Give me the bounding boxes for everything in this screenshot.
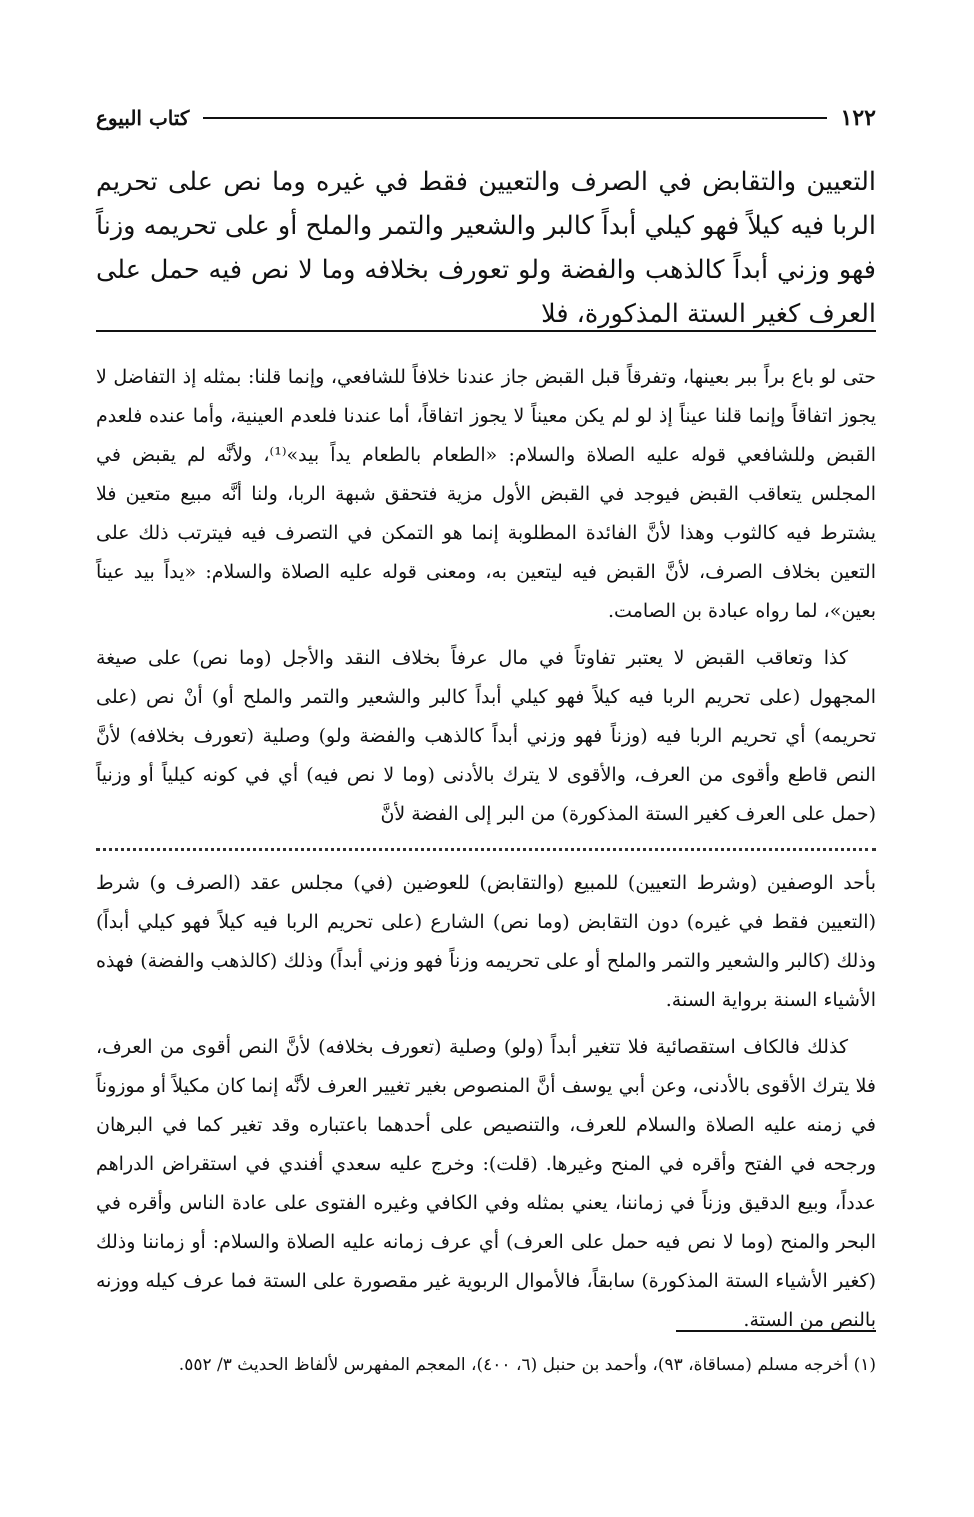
commentary-second (96, 864, 876, 1348)
header-rule (203, 117, 826, 119)
page-number: ١٢٢ (840, 105, 876, 131)
footnote-rule (676, 1330, 876, 1332)
book-title: كتاب البيوع (96, 106, 190, 130)
commentary-first (96, 358, 876, 842)
dotted-separator (96, 848, 876, 851)
page-header (96, 98, 876, 138)
commentary-paragraph: بأحد الوصفين (وشرط التعيين) للمبيع (والتقابض) للعوضين (في) مجلس عقد (الصرف و) شرط (التعيين فقط في غيره) دون التقابض (وما نص) الشارع (على تحريم الربا فيه كيلاً فهو كيلي أبداً) وذلك (كالبر والشعير والتمر والملح أو على تحريمه وزناً فهو وزني أبداً) وذلك (كالذهب والفضة) فهذه الأشياء السنة برواية السنة. (96, 872, 876, 1011)
commentary-paragraph: حتى لو باع براً ببر بعينها، وتفرقاً قبل القبض جاز عندنا خلافاً للشافعي، وإنما قلنا: بمثله إذ التفاضل لا يجوز اتفاقاً وإنما قلنا عيناً إذ لو لم يكن معيناً لا يجوز اتفاقاً، أما عندنا فلعدم العينية، وأما عنده فلعدم القبض وللشافعي قوله عليه الصلاة والسلام: «الطعام بالطعام يداً بيد»⁽¹⁾، ولأنَّه لم يقبض في المجلس يتعاقب القبض فيوجد في القبض الأول مزية فتحقق شبهة الربا، ولنا أنَّه مبيع متعين فلا يشترط فيه كالثوب وهذا لأنَّ الفائدة المطلوبة إنما هو التمكن في التصرف فيه فيترتب ذلك على التعين بخلاف الصرف، لأنَّ القبض فيه ليتعين به، ومعنى قوله عليه الصلاة والسلام: «يداً بيد عيناً بعين»، لما رواه عبادة بن الصامت. (96, 366, 876, 622)
main-text: التعيين والتقابض في الصرف والتعيين فقط في غيره وما نص على تحريم الربا فيه كيلاً فهو كيلي أبداً كالبر والشعير والتمر والملح أو على تحريمه وزناً فهو وزني أبداً كالذهب والفضة ولو تعورف بخلافه وما لا نص فيه حمل على العرف كغير الستة المذكورة، فلا (96, 167, 876, 329)
commentary-paragraph: كذلك فالكاف استقصائية فلا تتغير أبداً (ولو) وصلية (تعورف بخلافه) لأنَّ النص أقوى من العرف، فلا يترك الأقوى بالأدنى، وعن أبي يوسف أنَّ المنصوص بغير تغيير العرف لأنَّه إنما كان مكيلاً أو موزوناً في زمنه عليه الصلاة والسلام للعرف، والتنصيص على أحدهما باعتباره وقد تغير كما في البرهان ورجحه في الفتح وأقره في المنح وغيرها. (قلت): وخرج عليه سعدي أفندي في استقراض الدراهم عدداً، وبيع الدقيق وزناً في زماننا، يعني بمثله وفي الكافي وغيره الفتوى على عادة الناس وأقره في البحر والمنح (وما لا نص فيه حمل على العرف) أي عرف زمانه عليه الصلاة والسلام: أو زماننا وذلك (كغير الأشياء الستة المذكورة) سابقاً، فالأموال الربوية غير مقصورة على الستة فما عرف كيله ووزنه بالنص من الستة. (96, 1036, 876, 1331)
main-text-divider (96, 330, 876, 332)
footnote: (١) أخرجه مسلم (مساقاة، ٩٣)، وأحمد بن حنبل (٦، ٤٠٠)، المعجم المفهرس لألفاظ الحديث ٣/ ٥٥٢. (178, 1355, 876, 1375)
commentary-paragraph: كذا وتعاقب القبض لا يعتبر تفاوتاً في مال عرفاً بخلاف النقد والأجل (وما نص) على صيغة المجهول (على تحريم الربا فيه كيلاً فهو كيلي أبداً كالبر والشعير والتمر والملح أو) أنْ نص (على تحريمه) أي تحريم الربا فيه (وزناً فهو وزني أبداً كالذهب والفضة ولو) وصلية (تعورف بخلافه) لأنَّ النص قاطع وأقوى من العرف، والأقوى لا يترك بالأدنى (وما لا نص فيه) أي في كونه كيلياً أو وزنياً (حمل على العرف كغير الستة المذكورة) من البر إلى الفضة لأنَّ (96, 647, 876, 825)
